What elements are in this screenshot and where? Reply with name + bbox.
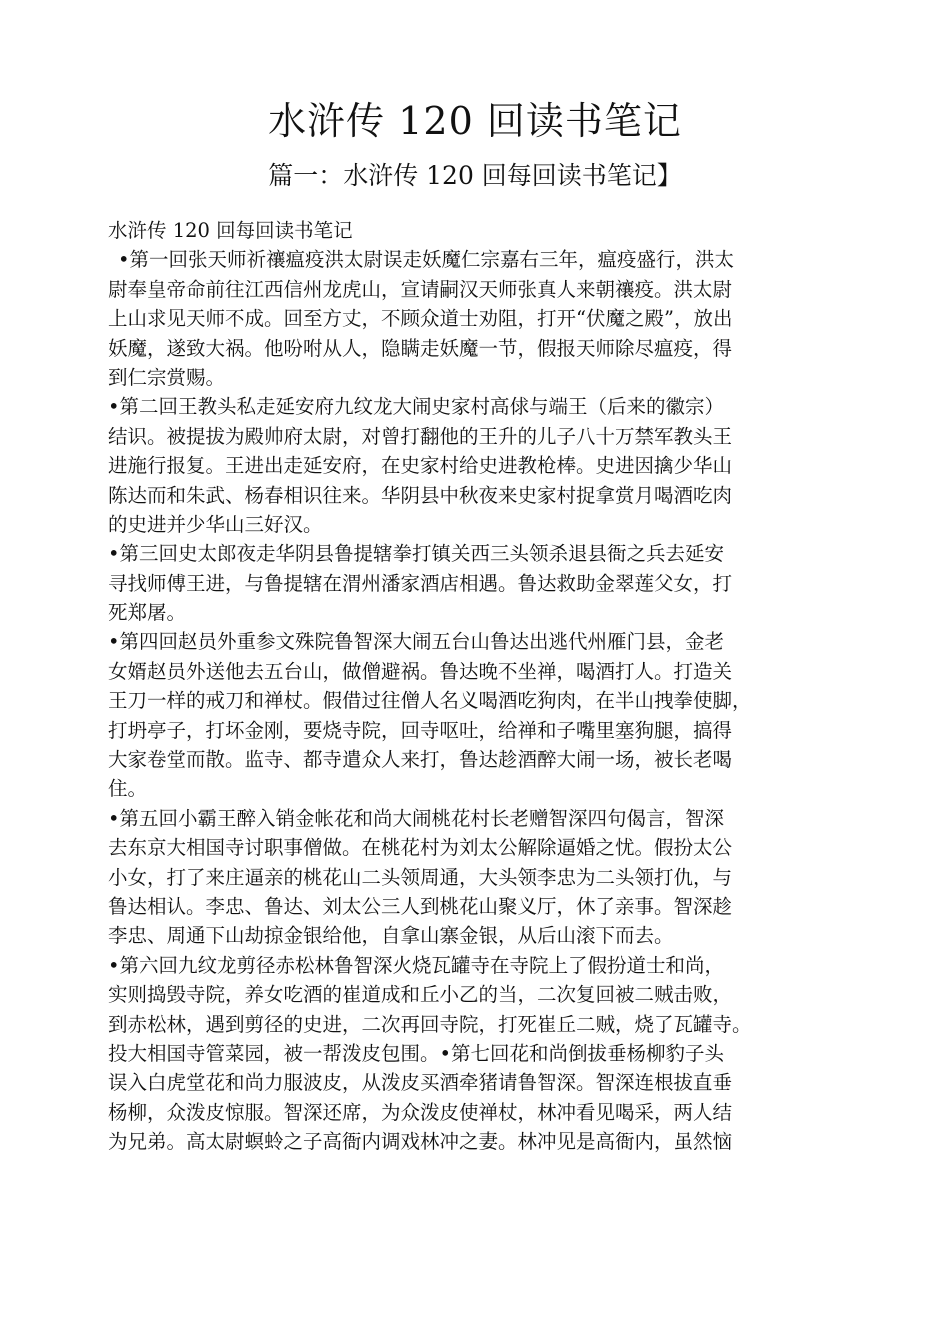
text-line: 进施行报复。王进出走延安府，在史家村给史进教枪棒。史进因擒少华山 — [108, 454, 733, 478]
text-line: •第三回史太郎夜走华阴县鲁提辖拳打镇关西三头领杀退县衙之兵去延安 — [108, 542, 725, 566]
text-line: 到赤松林，遇到剪径的史进，二次再回寺院，打死崔丘二贼，烧了瓦罐寺。 — [108, 1012, 752, 1036]
text-line: 的史进并少华山三好汉。 — [108, 512, 323, 536]
text-line: 大家卷堂而散。监寺、都寺遣众人来打，鲁达趁酒醉大闹一场，被长老喝 — [108, 748, 733, 772]
text-line: •第五回小霸王醉入销金帐花和尚大闹桃花村长老赠智深四句偈言，智深 — [108, 806, 725, 830]
text-line: 误入白虎堂花和尚力服波皮，从泼皮买酒牵猪请鲁智深。智深连根拔直垂 — [108, 1071, 733, 1095]
document-title: 水浒传 120 回读书笔记 — [268, 99, 682, 143]
text-line: 陈达而和朱武、杨春相识往来。华阴县中秋夜来史家村捉拿赏月喝酒吃肉 — [108, 483, 733, 507]
text-line: 寻找师傅王进，与鲁提辖在渭州潘家酒店相遇。鲁达救助金翠莲父女，打 — [108, 571, 733, 595]
text-line: 去东京大相国寺讨职事僧做。在桃花村为刘太公解除逼婚之忧。假扮太公 — [108, 836, 733, 860]
text-line: •第六回九纹龙剪径赤松林鲁智深火烧瓦罐寺在寺院上了假扮道士和尚， — [108, 953, 725, 977]
text-line: •第一回张天师祈禳瘟疫洪太尉误走妖魔仁宗嘉右三年，瘟疫盛行，洪太 — [118, 248, 735, 272]
text-line: 妖魔，遂致大祸。他吩咐从人，隐瞒走妖魔一节，假报天师除尽瘟疫，得 — [108, 336, 733, 360]
text-line: 李忠、周通下山劫掠金银给他，自拿山寨金银，从后山滚下而去。 — [108, 924, 674, 948]
text-line: •第四回赵员外重参文殊院鲁智深大闹五台山鲁达出逃代州雁门县，金老 — [108, 630, 725, 654]
text-line: 打坍亭子，打坏金刚，要烧寺院，回寺呕吐，给禅和子嘴里塞狗腿，搞得 — [108, 718, 733, 742]
text-line: 杨柳，众泼皮惊服。智深还席，为众泼皮使禅杖，林冲看见喝采，两人结 — [108, 1100, 733, 1124]
text-line: 女婿赵员外送他去五台山，做僧避祸。鲁达晚不坐禅，喝酒打人。打造关 — [108, 659, 733, 683]
text-line: •第二回王教头私走延安府九纹龙大闹史家村高俅与端王（后来的徽宗） — [108, 395, 725, 419]
text-line: 尉奉皇帝命前往江西信州龙虎山，宣请嗣汉天师张真人来朝禳疫。洪太尉 — [108, 277, 733, 301]
document-body — [108, 216, 868, 1157]
text-line: 鲁达相认。李忠、鲁达、刘太公三人到桃花山聚义厅，休了亲事。智深趁 — [108, 894, 733, 918]
text-line: 投大相国寺管菜园，被一帮泼皮包围。•第七回花和尚倒拔垂杨柳豹子头 — [108, 1041, 725, 1065]
text-line: 死郑屠。 — [108, 601, 187, 625]
text-line: 结识。被提拔为殿帅府太尉，对曾打翻他的王升的儿子八十万禁军教头王 — [108, 424, 733, 448]
text-line: 王刀一样的戒刀和禅杖。假借过往僧人名义喝酒吃狗肉，在半山拽拳使脚， — [108, 689, 752, 713]
text-line: 小女，打了来庄逼亲的桃花山二头领周通，大头领李忠为二头领打仇，与 — [108, 865, 733, 889]
text-line: 水浒传 120 回每回读书笔记 — [108, 219, 353, 242]
text-line: 到仁宗赏赐。 — [108, 365, 226, 389]
document-subtitle: 篇一：水浒传 120 回每回读书笔记】 — [268, 161, 682, 190]
text-line: 上山求见天师不成。回至方丈，不顾众道士劝阻，打开“伏魔之殿”，放出 — [108, 307, 733, 331]
text-line: 实则捣毁寺院，养女吃酒的崔道成和丘小乙的当，二次复回被二贼击败， — [108, 983, 733, 1007]
text-line: 为兄弟。高太尉螟蛉之子高衙内调戏林冲之妻。林冲见是高衙内，虽然恼 — [108, 1130, 733, 1154]
text-line: 住。 — [108, 777, 148, 801]
